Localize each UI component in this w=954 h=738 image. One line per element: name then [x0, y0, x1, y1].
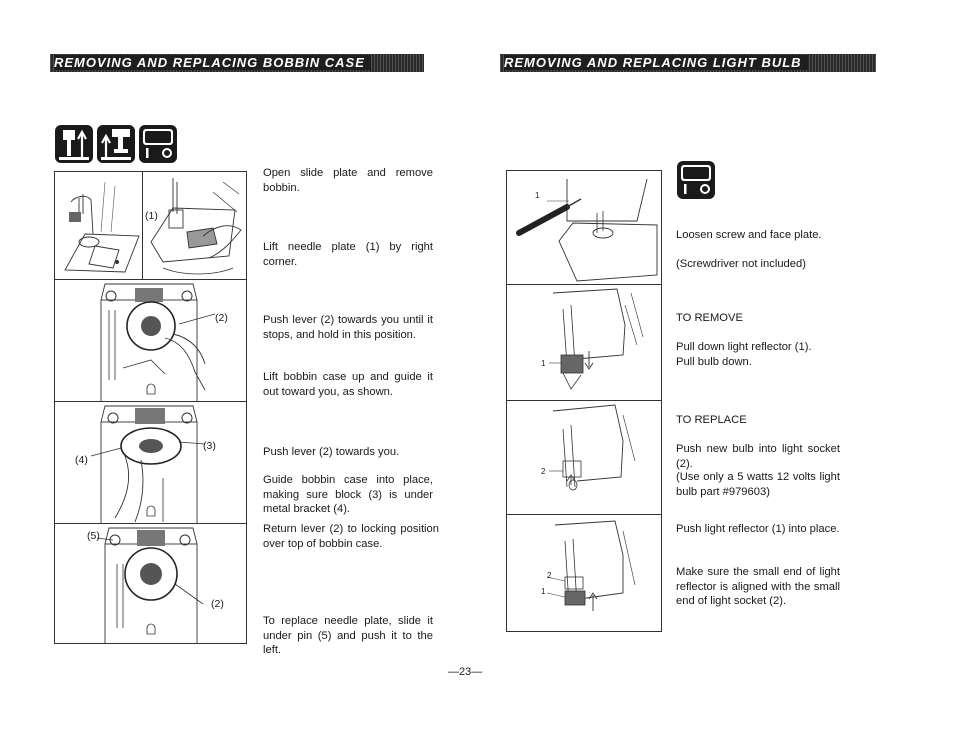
callout-5: (5) — [87, 530, 100, 542]
return-lever-figure — [55, 524, 247, 644]
loosen-screw-figure — [507, 171, 661, 285]
callout-2a: (2) — [215, 312, 228, 324]
align-reflector-text: Make sure the small end of light reflector is aligned with the small end of light socket (2). — [676, 566, 840, 608]
callout-r3: 2 — [541, 467, 546, 476]
light-bulb-illustration-frame — [506, 170, 662, 632]
step-replace-needle-plate: To replace needle plate, slide it under pin (5) and push it to the left. — [263, 615, 433, 657]
callout-1: (1) — [145, 210, 158, 222]
guide-bobbin-case-figure — [55, 402, 247, 524]
push-reflector-text: Push light reflector (1) into place. — [676, 523, 840, 535]
callout-2b: (2) — [211, 598, 224, 610]
step-push-lever: Push lever (2) towards you until it stops, and hold in this position. — [263, 314, 433, 341]
needle-up-icon — [54, 124, 94, 164]
push-lever-figure — [55, 280, 247, 402]
intro-loosen-screw: Loosen screw and face plate. — [676, 229, 822, 241]
step-open-slide-plate: Open slide plate and remove bobbin. — [263, 167, 433, 194]
light-bulb-section-header: REMOVING AND REPLACING LIGHT BULB — [500, 54, 876, 72]
presser-foot-up-icon — [96, 124, 136, 164]
bobbin-illustration-frame — [54, 171, 247, 644]
to-remove-text: Pull down light reflector (1). Pull bulb down. — [676, 341, 812, 368]
bulb-spec-note: (Use only a 5 watts 12 volts light bulb part #979603) — [676, 471, 840, 498]
push-bulb-figure — [507, 401, 661, 515]
step-lift-bobbin-case: Lift bobbin case up and guide it out toward you, as shown. — [263, 371, 433, 398]
open-slide-plate-figure — [55, 172, 143, 280]
step-guide-bobbin-case: Guide bobbin case into place, making sure block (3) is under metal bracket (4). — [263, 474, 433, 516]
pull-reflector-figure — [507, 285, 661, 401]
step-push-lever-again: Push lever (2) towards you. — [263, 446, 400, 458]
page-number: —23— — [448, 666, 483, 678]
callout-r5: 1 — [541, 587, 546, 596]
intro-screwdriver-note: (Screwdriver not included) — [676, 258, 806, 270]
callout-3: (3) — [203, 440, 216, 452]
replace-reflector-figure — [507, 515, 661, 631]
to-remove-title: TO REMOVE — [676, 312, 743, 324]
step-return-lever: Return lever (2) to locking position over top of bobbin case. — [263, 523, 439, 550]
callout-r1: 1 — [535, 191, 540, 200]
callout-r2: 1 — [541, 359, 546, 368]
step-lift-needle-plate: Lift needle plate (1) by right corner. — [263, 241, 433, 268]
callout-r4: 2 — [547, 571, 552, 580]
lift-needle-plate-figure — [143, 172, 247, 280]
callout-4: (4) — [75, 454, 88, 466]
to-replace-text: Push new bulb into light socket (2). — [676, 443, 840, 470]
bobbin-section-header: REMOVING AND REPLACING BOBBIN CASE — [50, 54, 424, 72]
power-off-icon — [676, 160, 716, 200]
power-off-icon — [138, 124, 178, 164]
to-replace-title: TO REPLACE — [676, 414, 747, 426]
